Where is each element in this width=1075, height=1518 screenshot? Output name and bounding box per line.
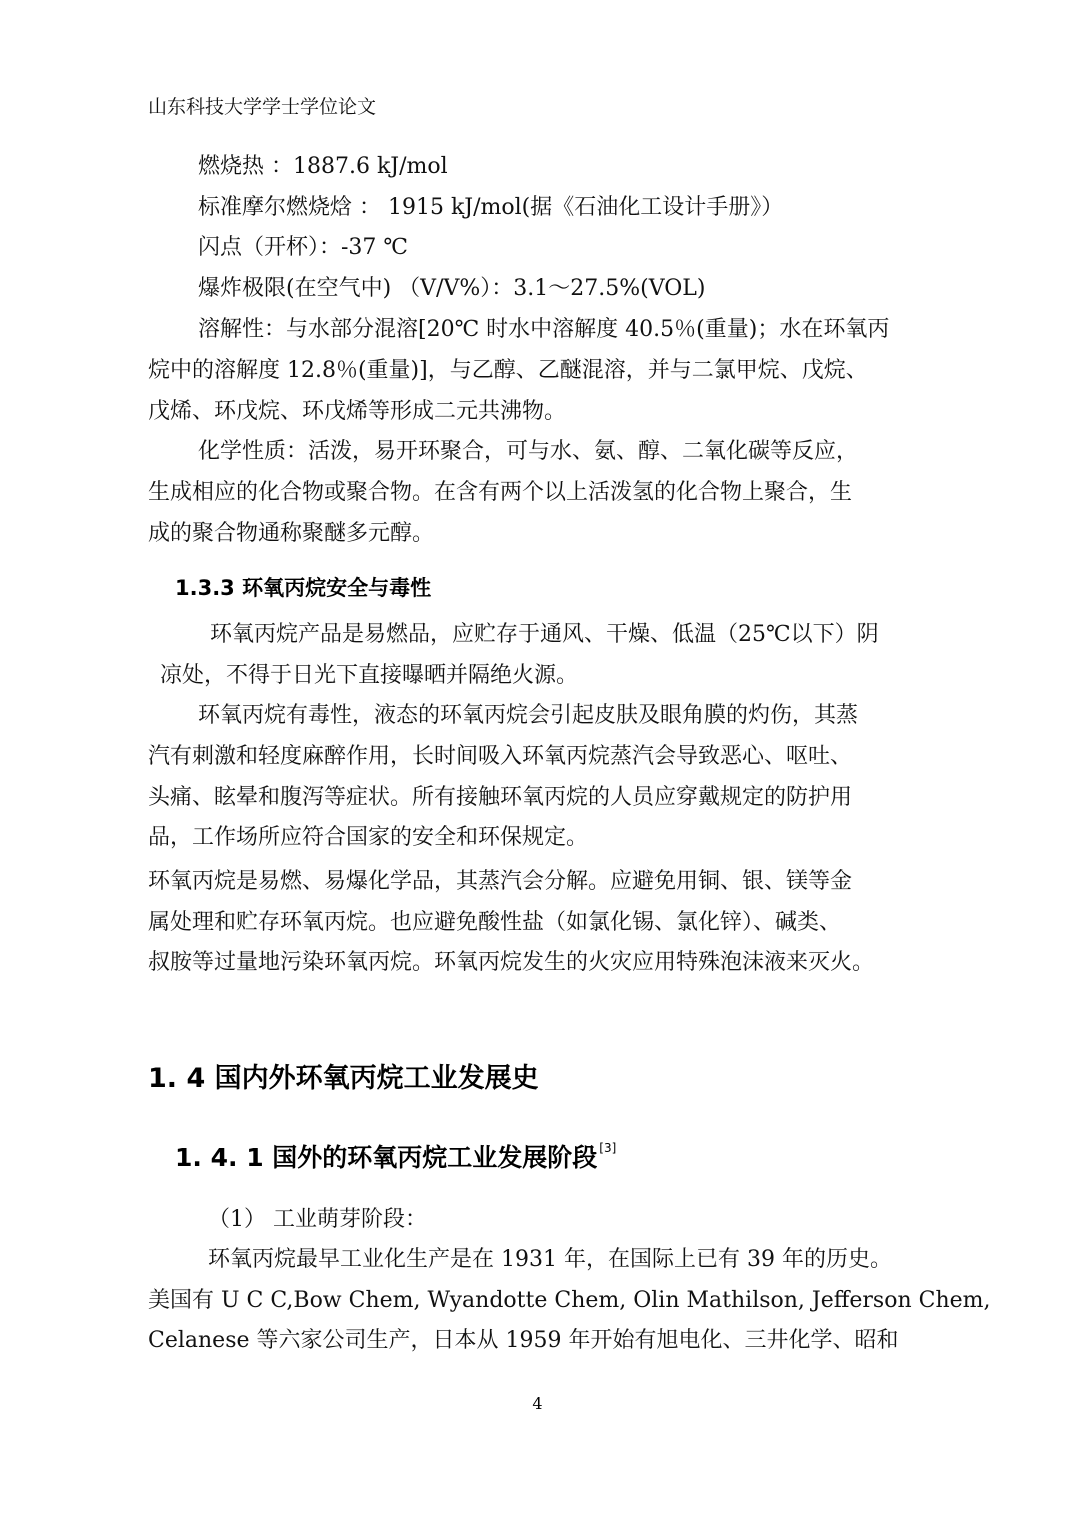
toxicity-line-3: 头痛、眩晕和腹泻等症状。所有接触环氧丙烷的人员应穿戴规定的防护用 [148, 785, 853, 810]
combustion-heat-line: 燃烧热 ：1887.6 kJ/mol [198, 154, 448, 179]
handling-line-3: 叔胺等过量地污染环氧丙烷。环氧丙烷发生的火灾应用特殊泡沫液来灭火。 [148, 950, 875, 975]
solubility-line-2: 烷中的溶解度 12.8％(重量)]，与乙醇、乙醚混溶，并与二氯甲烷、戊烷、 [148, 358, 868, 383]
handling-line-2: 属处理和贮存环氧丙烷。也应避免酸性盐（如氯化锡、氯化锌）、碱类、 [148, 910, 842, 935]
solubility-line-3: 戊烯、环戊烷、环戊烯等形成二元共沸物。 [148, 399, 567, 424]
storage-line-1: 环氧丙烷产品是易燃品，应贮存于通风、干燥、低温（25℃以下）阴 [210, 622, 879, 647]
toxicity-line-1: 环氧丙烷有毒性，液态的环氧丙烷会引起皮肤及眼角膜的灼伤，其蒸 [198, 703, 859, 728]
toxicity-line-4: 品，工作场所应符合国家的安全和环保规定。 [148, 825, 589, 850]
toxicity-line-2: 汽有刺激和轻度麻醉作用，长时间吸入环氧丙烷蒸汽会导致恶心、呕吐、 [148, 744, 853, 769]
chemical-properties-line-2: 生成相应的化合物或聚合物。在含有两个以上活泼氢的化合物上聚合，生 [148, 480, 853, 505]
page-number: 4 [532, 1394, 543, 1413]
flash-point-line: 闪点（开杯）：-37 ℃ [198, 235, 409, 260]
storage-line-2: 凉处，不得于日光下直接曝晒并隔绝火源。 [160, 663, 579, 688]
section-1-3-3-heading: 1.3.3 环氧丙烷安全与毒性 [175, 576, 432, 600]
running-header: 山东科技大学学士学位论文 [148, 96, 377, 118]
chemical-properties-line-1: 化学性质：活泼，易开环聚合，可与水、氨、醇、二氧化碳等反应， [198, 439, 859, 464]
history-line-2: 美国有 U C C,Bow Chem, Wyandotte Chem, Olin Mathilson, Jefferson Chem, [148, 1288, 991, 1313]
section-1-4-1-title: 1. 4. 1 国外的环氧丙烷工业发展阶段 [175, 1143, 598, 1172]
stage-label: （1） 工业萌芽阶段： [208, 1207, 427, 1232]
citation-ref: [3] [599, 1141, 617, 1155]
chemical-properties-line-3: 成的聚合物通称聚醚多元醇。 [148, 521, 435, 546]
history-line-1: 环氧丙烷最早工业化生产是在 1931 年，在国际上已有 39 年的历史。 [208, 1247, 892, 1272]
solubility-line-1: 溶解性：与水部分混溶[20℃ 时水中溶解度 40.5％(重量)；水在环氧丙 [198, 317, 890, 342]
handling-line-1: 环氧丙烷是易燃、易爆化学品，其蒸汽会分解。应避免用铜、银、镁等金 [148, 869, 853, 894]
section-1-4-heading: 1. 4 国内外环氧丙烷工业发展史 [148, 1063, 539, 1094]
section-1-4-1-heading [175, 1138, 616, 1174]
history-line-3: Celanese 等六家公司生产，日本从 1959 年开始有旭电化、三井化学、昭和 [148, 1328, 899, 1353]
explosion-limit-line: 爆炸极限(在空气中) （V/V%）：3.1～27.5%(VOL) [198, 276, 706, 301]
standard-enthalpy-line: 标准摩尔燃烧焓 ： 1915 kJ/mol(据《石油化工设计手册》） [198, 195, 784, 220]
